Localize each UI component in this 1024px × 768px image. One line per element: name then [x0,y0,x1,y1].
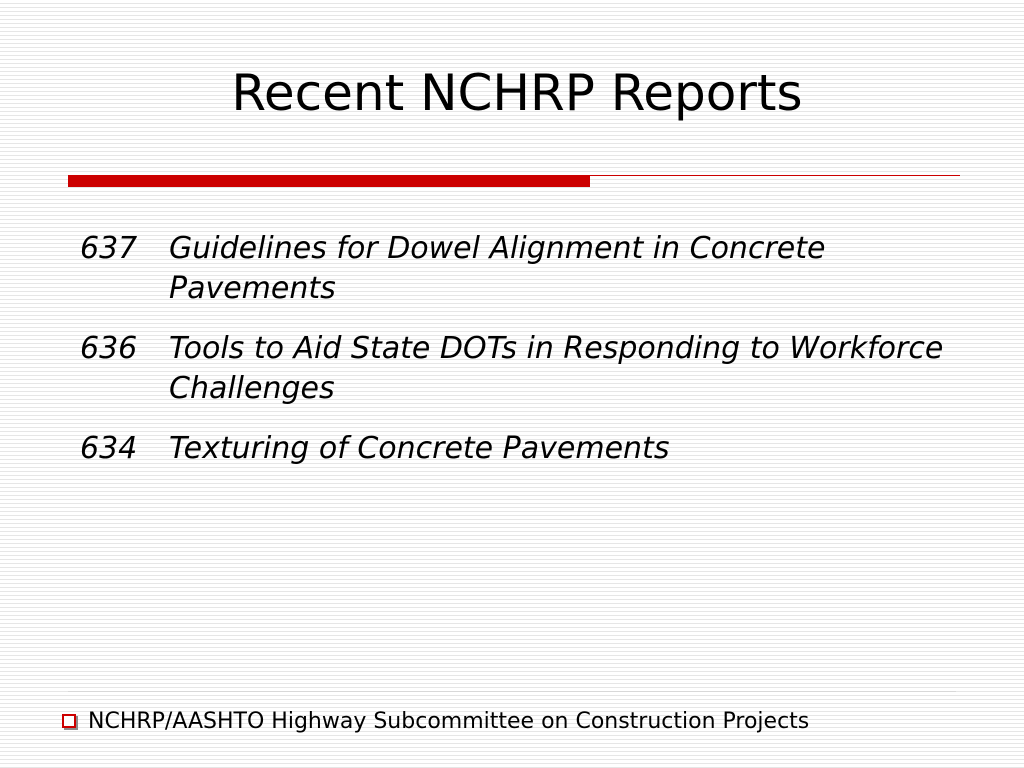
report-number: 636 [80,331,138,366]
footer [62,706,809,736]
report-title: Texturing of Concrete Pavements [169,431,670,466]
report-item [80,229,960,309]
report-number: 637 [80,231,138,266]
report-list [80,229,960,489]
checkbox-bullet-icon [62,714,76,728]
report-number: 634 [80,431,138,466]
report-item [80,429,960,469]
slide-title: Recent NCHRP Reports [231,64,803,122]
report-title: Guidelines for Dowel Alignment in Concrete Pavements [169,231,826,306]
footer-divider [68,691,956,692]
footer-text: NCHRP/AASHTO Highway Subcommittee on Construction Projects [88,708,810,734]
report-title: Tools to Aid State DOTs in Responding to Workforce Challenges [169,331,944,406]
title-rule-thin [590,175,960,176]
report-item [80,329,960,409]
title-rule-thick [68,175,590,187]
